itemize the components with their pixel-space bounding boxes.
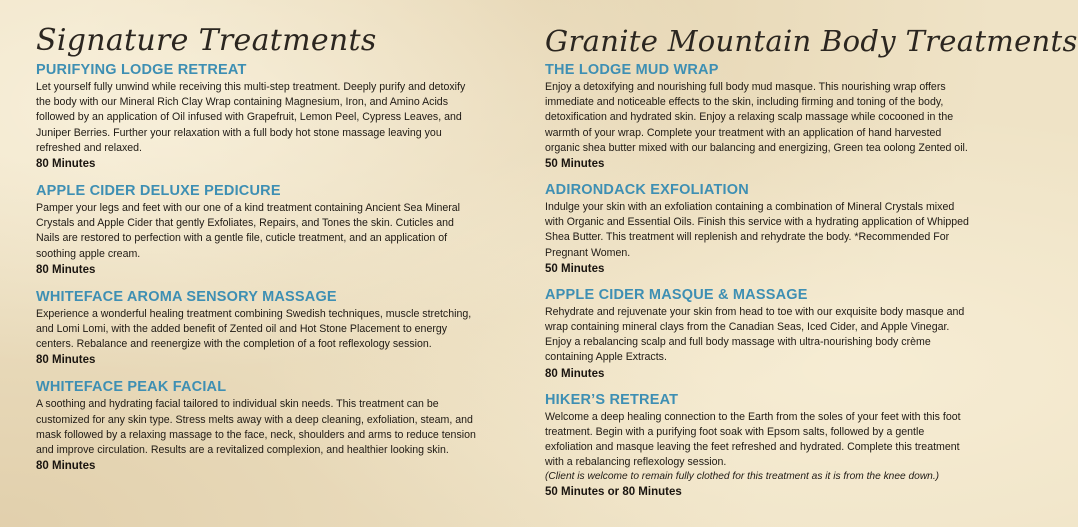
treatment-name: APPLE CIDER MASQUE & MASSAGE [545,286,808,303]
treatment-duration: 80 Minutes [36,460,96,473]
treatment-description: Enjoy a detoxifying and nourishing full body mud masque. This nourishing wrap offers immediate and noticeable effects to the skin, including firming and toning of the body, detoxification and hydrated skin. Enjoy a relaxing scalp massage while cocooned in the warmth of your wrap. Complete your treatment with an application of hand harvested organic shea butter mixed with our balancing and energizing, Green tea oolong Zented oil. [545,81,968,154]
treatment-name: WHITEFACE AROMA SENSORY MASSAGE [36,288,337,305]
treatment-duration: 80 Minutes [36,354,96,367]
signature-treatments-column [36,0,476,474]
granite-mountain-body-treatments-column [545,0,1078,500]
treatment-name: WHITEFACE PEAK FACIAL [36,379,227,396]
treatment-adirondack-exfoliation [545,182,970,277]
treatment-duration: 80 Minutes [36,158,96,171]
treatment-description: Pamper your legs and feet with our one of a kind treatment containing Ancient Sea Mineral Crystals and Apple Cider that gently Exfoliates, Repairs, and Tones the skin. Cuticles and Nails are restored to perfection with a gentle file, cuticle treatment, and an application of soothing apple cream. [36,202,460,260]
treatment-duration: 50 Minutes [545,262,605,275]
treatment-name: THE LODGE MUD WRAP [545,62,719,78]
treatment-description: Indulge your skin with an exfoliation containing a combination of Mineral Crystals mixed with Organic and Essential Oils. Finish this service with a hydrating application of Whipped Shea Butter. This treatment will replenish and rehydrate the body. *Recommended For Pregnant Women. [545,201,969,259]
treatment-duration: 80 Minutes [36,263,96,276]
treatment-description: A soothing and hydrating facial tailored to individual skin needs. This treatment can be customized for any skin type. Stress melts away with a deep cleaning, exfoliation, steam, and mask followed by a relaxing massage to the face, neck, shoulders and arms to reduce tension and improve circulation. Results are a revitalized complexion, and healthier looking skin. [36,398,476,457]
treatment-name: HIKER’S RETREAT [545,391,679,408]
treatment-purifying-lodge-retreat [36,62,476,172]
column-title: Granite Mountain Body Treatments [545,24,1078,58]
column-title: Signature Treatments [36,23,377,58]
treatment-duration: 50 Minutes or 80 Minutes [545,486,682,499]
treatment-description: Let yourself fully unwind while receiving this multi-step treatment. Deeply purify and detoxify the body with our Mineral Rich Clay Wrap containing Magnesium, Iron, and Amino Acids followed by an application of Oil infused with Grapefruit, Lemon Peel, Cypress Leaves, and Juniper Berries. Further your relaxation with a full body hot stone massage leaving you refreshed and relaxed. [36,81,466,154]
treatment-note: (Client is welcome to remain fully clothed for this treatment as it is from the knee down.) [545,471,940,483]
treatment-apple-cider-masque-massage [545,287,970,382]
treatment-description: Rehydrate and rejuvenate your skin from head to toe with our exquisite body masque and wrap containing mineral clays from the Canadian Seas, Iced Cider, and Apple Vinegar. Enjoy a rebalancing scalp and full body massage with ultra-nourishing body crème containing Apple Extracts. [545,305,965,364]
treatment-name: APPLE CIDER DELUXE PEDICURE [36,183,281,200]
treatment-duration: 50 Minutes [545,158,605,171]
treatment-duration: 80 Minutes [545,367,605,380]
treatment-hikers-retreat [545,392,970,501]
treatment-apple-cider-deluxe-pedicure [36,183,476,278]
treatment-description: Welcome a deep healing connection to the Earth from the soles of your feet with this foot treatment. Begin with a purifying foot soak with Epsom salts, followed by a gentle exfoliation and masque leaving the feet refreshed and hydrated. Complete this treatment with a rebalancing reflexology session. [545,410,961,469]
treatment-name: PURIFYING LODGE RETREAT [36,62,247,78]
treatment-whiteface-peak-facial [36,379,476,474]
treatment-name: ADIRONDACK EXFOLIATION [545,182,749,199]
treatment-lodge-mud-wrap [545,62,970,172]
treatment-whiteface-aroma-sensory-massage [36,289,476,369]
treatment-description: Experience a wonderful healing treatment combining Swedish techniques, muscle stretching, and Lomi Lomi, with the added benefit of Zented oil and Hot Stone Placement to energy centers. Rebalance and reenergize with the completion of a foot reflexology session. [36,307,472,351]
